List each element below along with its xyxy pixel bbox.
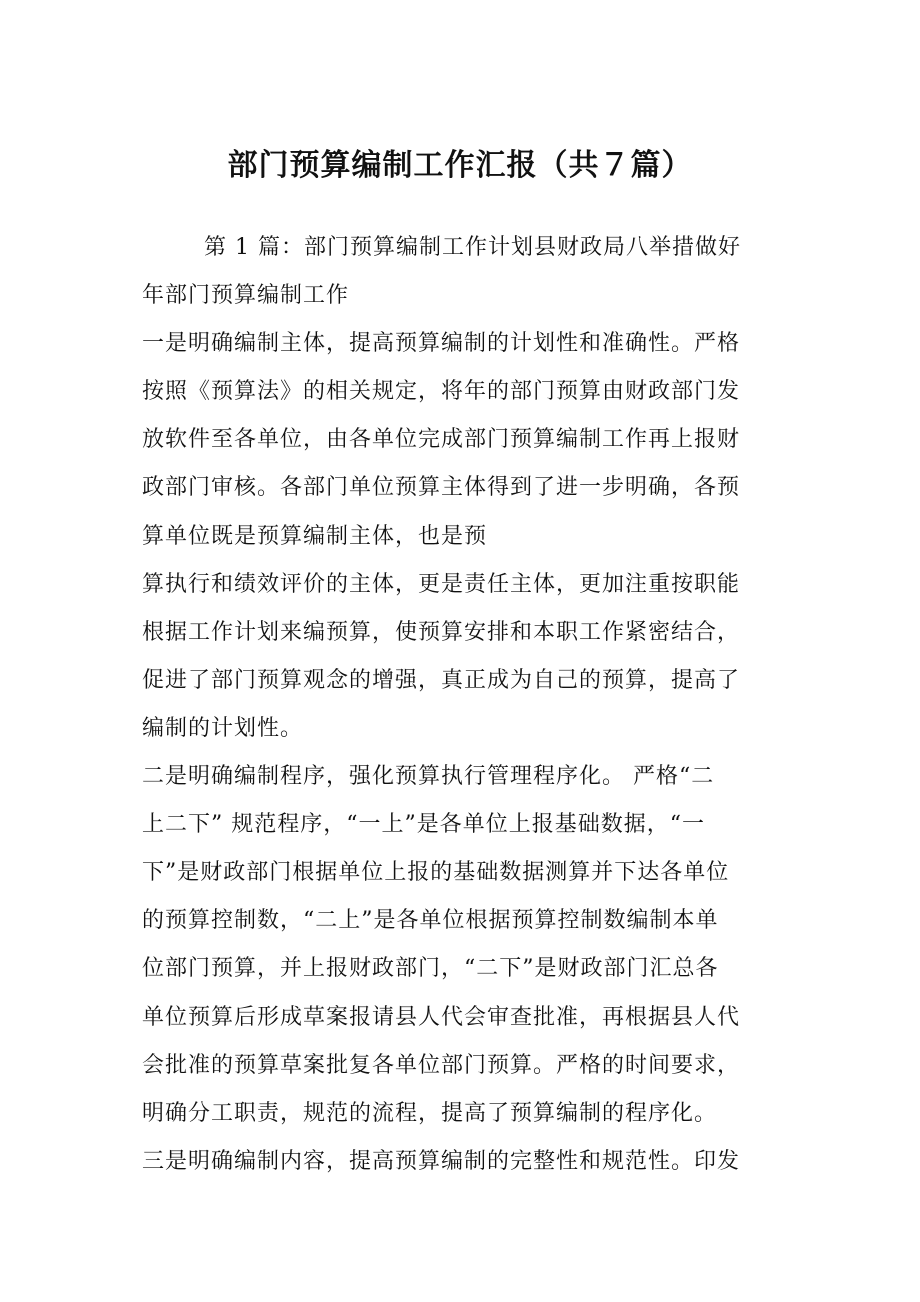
body-line: 编制的计划性。 [142, 715, 304, 741]
body-line: 二是明确编制程序，强化预算执行管理程序化。 严格“二 [142, 764, 715, 790]
body-line: 算单位既是预算编制主体，也是预 [142, 523, 488, 549]
body-line: 算执行和绩效评价的主体，更是责任主体，更加注重按职能 [142, 571, 741, 597]
body-line: 根据工作计划来编预算，使预算安排和本职工作紧密结合， [142, 619, 741, 645]
body-line: 下”是财政部门根据单位上报的基础数据测算并下达各单位 [142, 860, 730, 886]
body-line: 第 1 篇：部门预算编制工作计划县财政局八举措做好 [204, 235, 741, 260]
body-line: 明确分工职责，规范的流程，提高了预算编制的程序化。 [142, 1100, 718, 1126]
body-line: 按照《预算法》的相关规定，将年的部门预算由财政部门发 [142, 379, 741, 405]
body-line: 一是明确编制主体，提高预算编制的计划性和准确性。严格 [142, 331, 741, 357]
document-body [142, 224, 802, 1186]
body-line: 单位预算后形成草案报请县人代会审查批准，再根据县人代 [142, 1004, 741, 1030]
body-line: 会批准的预算草案批复各单位部门预算。严格的时间要求， [142, 1052, 741, 1078]
body-line: 政部门审核。各部门单位预算主体得到了进一步明确，各预 [142, 475, 741, 501]
body-line: 上二下” 规范程序，“一上”是各单位上报基础数据，“一 [142, 812, 705, 838]
body-line: 放软件至各单位，由各单位完成部门预算编制工作再上报财 [142, 427, 741, 453]
body-line: 的预算控制数，“二上”是各单位根据预算控制数编制本单 [142, 908, 719, 934]
body-line: 年部门预算编制工作 [142, 283, 350, 309]
document-title: 部门预算编制工作汇报（共７篇） [227, 148, 693, 183]
body-line: 位部门预算，并上报财政部门，“二下”是财政部门汇总各 [142, 956, 719, 982]
body-line: 三是明确编制内容，提高预算编制的完整性和规范性。印发 [142, 1148, 741, 1174]
body-line: 促进了部门预算观念的增强，真正成为自己的预算，提高了 [142, 667, 741, 693]
